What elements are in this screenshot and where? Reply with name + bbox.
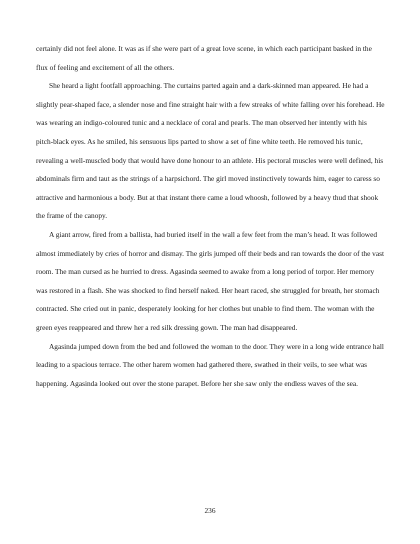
paragraph-continuation: certainly did not feel alone. It was as if she were part of a great love scene, in which each participant basked in the flux of feeling and excitement of all the others. [36, 44, 372, 72]
body-text [36, 40, 385, 393]
paragraph-arrow: A giant arrow, fired from a ballista, had buried itself in the wall a few feet from the man’s head. It was followed almost immediately by cries of horror and dismay. The girls jumped off their beds and ran towards the door of the vast room. The man cursed as he hurried to dress. Agasinda seemed to awake from a long period of torpor. Her memory was restored in a flash. She was shocked to find herself naked. Her heart raced, she struggled for breath, her stomach contracted. She cried out in panic, desperately looking for her clothes but unable to find them. The woman with the green eyes reappeared and threw her a red silk dressing gown. The man had disappeared. [36, 229, 384, 332]
paragraph-terrace: Agasinda jumped down from the bed and followed the woman to the door. They were in a long wide entrance hall leading to a spacious terrace. The other harem women had gathered there, swathed in their veils, to see what was happening. Agasinda looked out over the stone parapet. Before her she saw only the endless waves of the sea. [36, 341, 384, 388]
paragraph-footfall: She heard a light footfall approaching. The curtains parted again and a dark-skinned man appeared. He had a slightly pear-shaped face, a slender nose and fine straight hair with a few streaks of white falling over his forehead. He was wearing an indigo-coloured tunic and a necklace of coral and pearls. The man observed her intently with his pitch-black eyes. As he smiled, his sensuous lips parted to show a set of fine white teeth. He removed his tunic, revealing a well-muscled body that would have done honour to an athlete. His pectoral muscles were well defined, his abdominals firm and taut as the strings of a harpsichord. The girl moved instinctively towards him, eager to caress so attractive and harmonious a body. But at that instant there came a loud whoosh, followed by a heavy thud that shook the frame of the canopy. [36, 81, 385, 221]
page-number: 236 [204, 506, 216, 515]
